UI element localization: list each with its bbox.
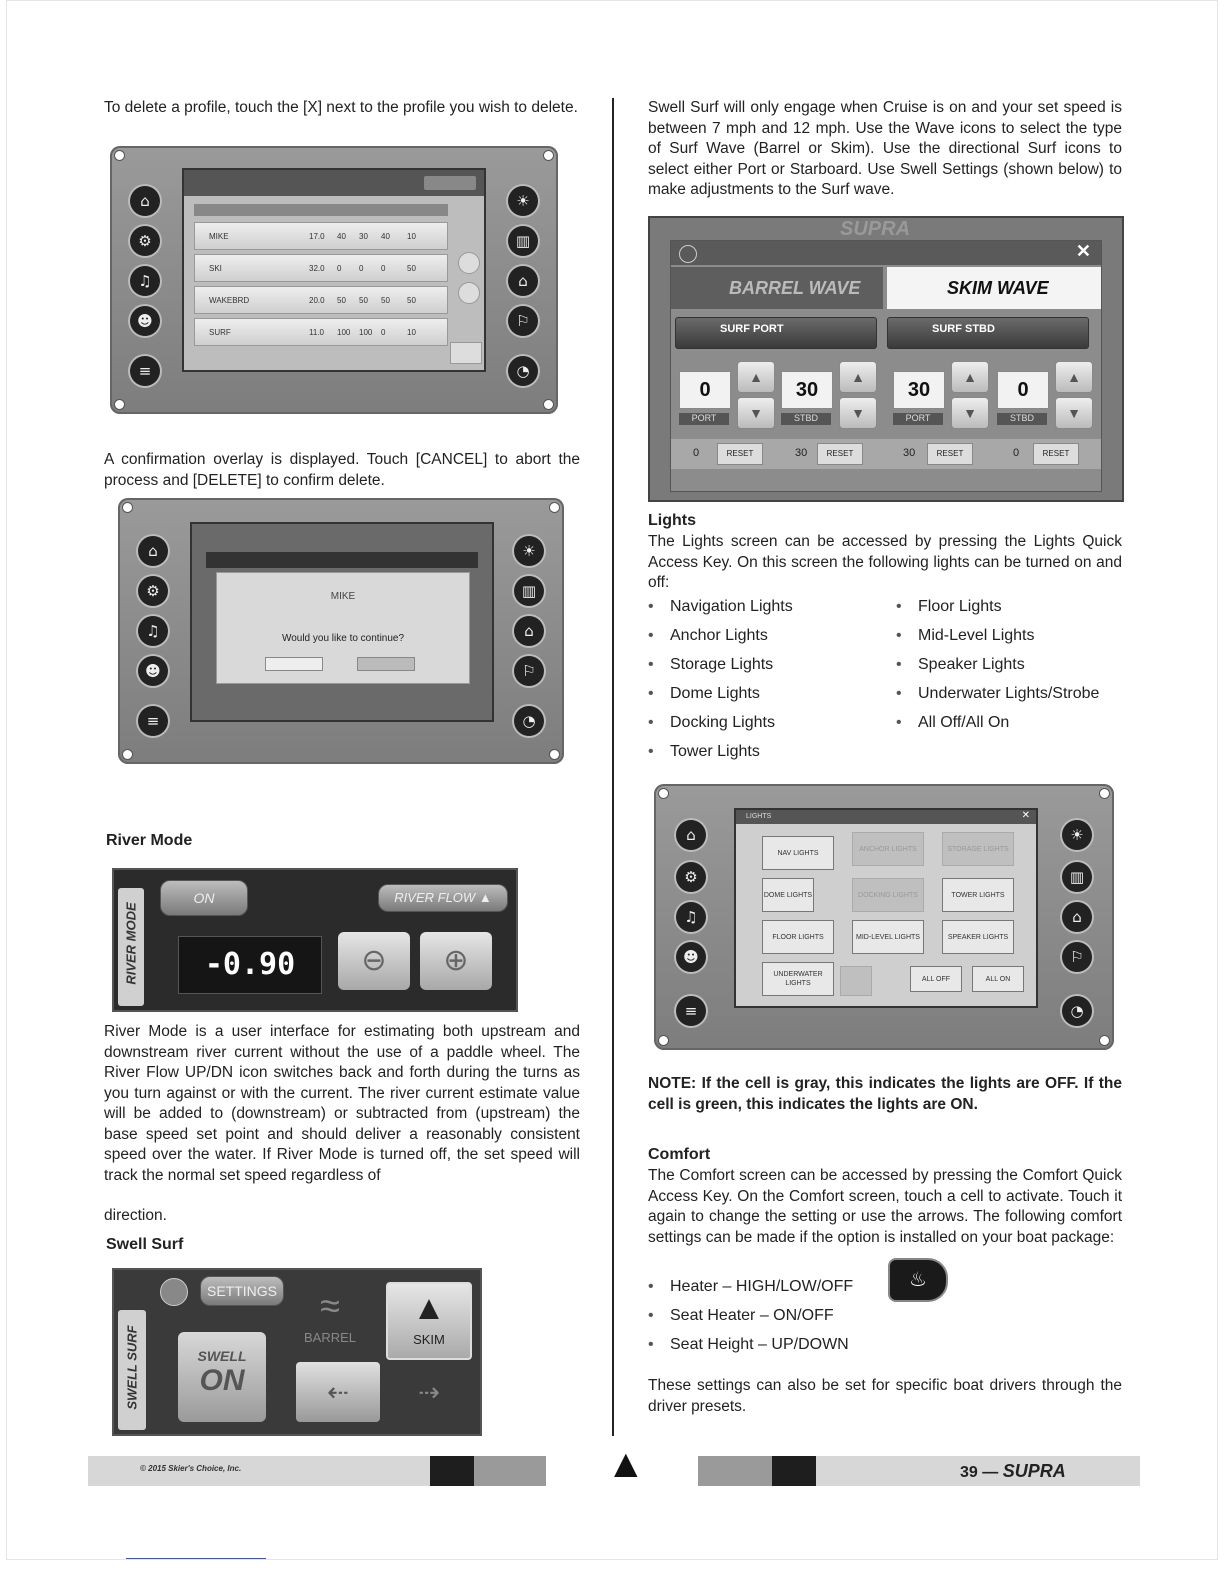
footer-block-dark	[772, 1456, 816, 1486]
profile-name: SKI	[209, 263, 222, 273]
confirm-screen	[190, 522, 494, 722]
screw	[114, 150, 125, 161]
list-item: • Storage Lights	[644, 650, 884, 679]
wave-settings-panel	[648, 216, 1124, 502]
dialog-question: Would you like to continue?	[281, 633, 405, 644]
all-on-button[interactable]: ALL ON	[972, 966, 1024, 992]
profile-value: 100	[337, 327, 351, 337]
reset-row	[671, 439, 1101, 469]
profile-device	[110, 146, 558, 414]
confirm-device	[118, 498, 564, 764]
table-header	[194, 204, 448, 216]
cancel-button[interactable]	[265, 657, 323, 671]
skim-wave-tab[interactable]	[887, 267, 1101, 309]
list-item: • Speaker Lights	[892, 650, 1132, 679]
lights-list-left	[644, 592, 884, 766]
port-value-1: 0	[679, 371, 731, 409]
dialog-profile-name: MIKE	[330, 591, 356, 602]
down-arrow-icon[interactable]: ▼	[737, 397, 775, 429]
profile-speed: 11.0	[309, 327, 324, 337]
down-arrow-icon[interactable]: ▼	[839, 397, 877, 429]
footer-brand: SUPRA	[1002, 1461, 1066, 1481]
up-arrow-icon[interactable]: ▲	[737, 361, 775, 393]
confirm-paragraph: A confirmation overlay is displayed. Touch [CANCEL] to abort the process and [DELETE] to confirm delete.	[104, 451, 580, 489]
list-item: • All Off/All On	[892, 708, 1132, 737]
surf-stbd-header[interactable]	[887, 317, 1089, 349]
screw	[114, 399, 125, 410]
comfort-end-paragraph: These settings can also be set for specific boat drivers through the driver presets.	[648, 1377, 1122, 1415]
footer-block-gray	[698, 1456, 772, 1486]
surf-stbd-label: SURF STBD	[932, 323, 995, 335]
barrel-wave-tab[interactable]	[671, 267, 883, 309]
surf-port-header[interactable]	[675, 317, 877, 349]
reset-value: 30	[903, 447, 916, 459]
close-icon[interactable]: ✕	[1075, 241, 1091, 261]
river-value: -0.90	[178, 936, 322, 994]
list-item: • Anchor Lights	[644, 621, 884, 650]
home-icon[interactable]: ⌂	[676, 820, 706, 850]
up-arrow-icon[interactable]: ▲	[839, 361, 877, 393]
footer-block-dark	[430, 1456, 474, 1486]
lights-screen-title: LIGHTS	[746, 813, 772, 820]
profile-value: 50	[381, 295, 390, 305]
close-icon[interactable]: ✕	[1021, 810, 1030, 821]
river-on-button[interactable]	[160, 880, 248, 916]
delete-paragraph: To delete a profile, touch the [X] next to the profile you wish to delete.	[104, 99, 578, 116]
profile-value: 0	[359, 263, 364, 273]
profile-value: 0	[337, 263, 342, 273]
screw	[549, 749, 560, 760]
profile-speed: 20.0	[309, 295, 325, 305]
light-icon[interactable]: ☀	[1062, 820, 1092, 850]
river-flow-button[interactable]: RIVER FLOW ▲	[378, 884, 508, 912]
surf-stbd-button[interactable]: ⇢	[418, 1377, 440, 1407]
table-row[interactable]	[194, 286, 448, 314]
down-arrow-icon[interactable]: ▼	[951, 397, 989, 429]
underwater-lights-cell[interactable]: UNDERWATER LIGHTS	[762, 962, 834, 996]
lights-note: NOTE: If the cell is gray, this indicates the lights are OFF. If the cell is green, this indicates the lights are ON.	[648, 1075, 1122, 1113]
screw	[658, 1035, 669, 1046]
reset-button[interactable]: RESET	[1033, 443, 1079, 465]
list-item: • Seat Heater – ON/OFF	[644, 1301, 884, 1330]
driver-icon[interactable]: ☻	[138, 656, 168, 686]
swell-widget	[112, 1268, 482, 1436]
port-tag-1: PORT	[679, 413, 729, 425]
edit-icon[interactable]	[458, 252, 480, 274]
down-arrow-icon[interactable]: ▼	[1055, 397, 1093, 429]
reset-value: 0	[1013, 447, 1020, 459]
profile-speed: 32.0	[309, 263, 325, 273]
supra-logo-icon: ▲	[606, 1442, 646, 1486]
music-icon[interactable]: ♫	[130, 266, 160, 296]
reset-button[interactable]: RESET	[817, 443, 863, 465]
river-heading: River Mode	[106, 832, 193, 849]
river-side-label: RIVER MODE	[123, 902, 139, 985]
stbd-value-1: 30	[781, 371, 833, 409]
screw	[549, 502, 560, 513]
skim-wave-label: SKIM WAVE	[947, 278, 1049, 298]
stbd-tag-2: STBD	[997, 413, 1047, 425]
steering-icon[interactable]: ⚙	[130, 226, 160, 256]
screw	[1099, 788, 1110, 799]
lights-list-right	[892, 592, 1132, 737]
ballast-icon[interactable]: ▥	[508, 226, 538, 256]
stbd-value-2: 0	[997, 371, 1049, 409]
floor-lights-cell[interactable]: FLOOR LIGHTS	[762, 920, 834, 954]
settings-icon[interactable]: ⚐	[508, 306, 538, 336]
barrel-wave-icon: ≈	[320, 1285, 340, 1326]
list-item: • Floor Lights	[892, 592, 1132, 621]
lights-screen-header	[736, 810, 1036, 824]
list-item: • Mid-Level Lights	[892, 621, 1132, 650]
river-on-label: ON	[193, 890, 215, 906]
swell-side-tab	[118, 1310, 146, 1430]
surf-port-label: SURF PORT	[720, 323, 784, 335]
page-number: 39	[960, 1464, 978, 1481]
stbd-tag-1: STBD	[781, 413, 831, 425]
lights-paragraph: The Lights screen can be accessed by pressing the Lights Quick Access Key. On this screen the following lights can be turned on and off:	[648, 533, 1122, 591]
screw	[658, 788, 669, 799]
info-icon[interactable]	[679, 245, 697, 263]
light-icon[interactable]: ☀	[508, 186, 538, 216]
nav-lights-cell[interactable]: NAV LIGHTS	[762, 836, 834, 870]
ballast-icon[interactable]: ▥	[514, 576, 544, 606]
profile-value: 50	[337, 295, 346, 305]
profile-value: 40	[337, 231, 346, 241]
comfort-list	[644, 1272, 884, 1359]
swell-label: SWELL	[197, 1348, 247, 1364]
profile-value: 0	[381, 263, 386, 273]
port-value-2: 30	[893, 371, 945, 409]
river-paragraph-end: direction.	[104, 1207, 167, 1224]
profile-table	[194, 222, 448, 350]
table-row[interactable]	[194, 318, 448, 346]
list-item: • Docking Lights	[644, 708, 884, 737]
music-icon[interactable]: ♫	[676, 902, 706, 932]
lights-device	[654, 784, 1114, 1050]
storage-lights-cell[interactable]: STORAGE LIGHTS	[942, 832, 1014, 866]
profile-value: 50	[407, 263, 416, 273]
list-item: • Tower Lights	[644, 737, 884, 766]
lights-heading: Lights	[648, 512, 696, 529]
dome-lights-cell[interactable]: DOME LIGHTS	[762, 878, 814, 912]
screw	[1099, 1035, 1110, 1046]
plus-button[interactable]: ⊕	[420, 932, 492, 990]
delete-icon[interactable]	[458, 282, 480, 304]
screw	[122, 502, 133, 513]
profile-value: 50	[407, 295, 416, 305]
barrel-label: BARREL	[303, 1330, 357, 1345]
swell-on-button[interactable]	[178, 1332, 266, 1422]
minus-button[interactable]: ⊖	[338, 932, 410, 990]
profile-speed: 17.0	[309, 231, 325, 241]
comfort-icon[interactable]: ⌂	[1062, 902, 1092, 932]
surf-port-button[interactable]: ⇠	[296, 1362, 380, 1422]
menu-icon[interactable]: ≡	[130, 356, 160, 386]
profile-value: 10	[407, 231, 416, 241]
gauge-icon[interactable]: ◔	[514, 706, 544, 736]
wave-dialog-header	[671, 241, 1101, 265]
screw	[543, 399, 554, 410]
swell-side-label: SWELL SURF	[124, 1325, 140, 1410]
profile-value: 50	[359, 295, 368, 305]
profile-value: 30	[359, 231, 368, 241]
river-side-tab	[118, 888, 144, 1006]
comfort-icon[interactable]: ⌂	[508, 266, 538, 296]
up-arrow-icon[interactable]: ▲	[951, 361, 989, 393]
anchor-lights-cell[interactable]: ANCHOR LIGHTS	[852, 832, 924, 866]
gauge-icon[interactable]: ◔	[1062, 996, 1092, 1026]
table-row[interactable]	[194, 222, 448, 250]
list-item: • Dome Lights	[644, 679, 884, 708]
profile-value: 0	[381, 327, 386, 337]
driver-icon[interactable]: ☻	[676, 942, 706, 972]
copyright: © 2015 Skier's Choice, Inc.	[140, 1464, 242, 1473]
light-icon[interactable]: ☀	[514, 536, 544, 566]
settings-icon[interactable]: ⚐	[1062, 942, 1092, 972]
list-item: • Heater – HIGH/LOW/OFF	[644, 1272, 884, 1301]
music-icon[interactable]: ♫	[138, 616, 168, 646]
swell-settings-button[interactable]	[200, 1276, 284, 1306]
river-widget	[112, 868, 518, 1012]
driver-icon[interactable]: ☻	[130, 306, 160, 336]
delete-button[interactable]	[357, 657, 415, 671]
up-arrow-icon[interactable]: ▲	[1055, 361, 1093, 393]
footer-block-gray	[474, 1456, 546, 1486]
gauge-icon[interactable]: ◔	[508, 356, 538, 386]
table-row[interactable]	[194, 254, 448, 282]
profile-name: SURF	[209, 327, 231, 337]
list-item: • Seat Height – UP/DOWN	[644, 1330, 884, 1359]
footer-bar: © 2015 Skier's Choice, Inc. ▲ 39 — SUPRA	[88, 1456, 1140, 1486]
settings-icon[interactable]: ⚐	[514, 656, 544, 686]
docking-lights-cell[interactable]: DOCKING LIGHTS	[852, 878, 924, 912]
steering-icon[interactable]: ⚙	[676, 862, 706, 892]
screw	[122, 749, 133, 760]
screw	[543, 150, 554, 161]
profile-value: 40	[381, 231, 390, 241]
profile-value: 10	[407, 327, 416, 337]
profile-name: MIKE	[209, 231, 229, 241]
ballast-icon[interactable]: ▥	[1062, 862, 1092, 892]
swell-settings-label: SETTINGS	[206, 1283, 277, 1299]
reset-value: 0	[693, 447, 700, 459]
skim-button[interactable]	[386, 1282, 472, 1360]
reset-value: 30	[795, 447, 808, 459]
port-tag-2: PORT	[893, 413, 943, 425]
info-icon[interactable]	[160, 1278, 188, 1306]
swell-on-label: ON	[199, 1364, 245, 1397]
column-divider	[612, 98, 614, 1436]
river-paragraph: River Mode is a user interface for estimating both upstream and downstream river current without the use of a paddle wheel. The River Flow UP/DN icon switches back and forth during the turns as you turn against or with the current. The river current estimate value will be added to (downstream) or subtracted from (upstream) the base speed set point and should deliver a reasonably consistent speed over the water. If River Mode is turned off, the set speed will track the normal set speed regardless of	[104, 1023, 580, 1184]
comfort-paragraph: The Comfort screen can be accessed by pressing the Comfort Quick Access Key. On the Comfort screen, touch a cell to activate. Touch it again to change the setting or use the arrows. The following comfort settings can be made if the option is installed on your boat package:	[648, 1167, 1122, 1246]
speaker-lights-cell[interactable]: SPEAKER LIGHTS	[942, 920, 1014, 954]
profile-screen	[182, 168, 486, 372]
home-icon[interactable]: ⌂	[130, 186, 160, 216]
river-flow-label: RIVER FLOW	[394, 890, 476, 905]
comfort-heading: Comfort	[648, 1146, 711, 1163]
menu-icon[interactable]: ≡	[138, 706, 168, 736]
swell-heading: Swell Surf	[106, 1236, 184, 1253]
back-button[interactable]	[450, 342, 482, 364]
steering-icon[interactable]: ⚙	[138, 576, 168, 606]
overlay-header	[206, 552, 478, 568]
profile-name: WAKEBRD	[209, 295, 250, 305]
profile-value: 100	[359, 327, 373, 337]
tower-lights-cell[interactable]: TOWER LIGHTS	[942, 878, 1014, 912]
list-item: • Underwater Lights/Strobe	[892, 679, 1132, 708]
home-icon[interactable]: ⌂	[138, 536, 168, 566]
comfort-seat-icon: ♨	[888, 1258, 948, 1302]
mid-level-lights-cell[interactable]: MID-LEVEL LIGHTS	[852, 920, 924, 954]
barrel-button[interactable]	[290, 1282, 370, 1352]
strobe-icon[interactable]	[840, 966, 872, 996]
reset-button[interactable]: RESET	[927, 443, 973, 465]
comfort-icon[interactable]: ⌂	[514, 616, 544, 646]
menu-icon[interactable]: ≡	[676, 996, 706, 1026]
lights-screen	[734, 808, 1038, 1008]
footnote-rule	[126, 1558, 266, 1559]
skim-label: SKIM	[413, 1332, 445, 1347]
header-button[interactable]	[424, 176, 476, 190]
all-off-button[interactable]: ALL OFF	[910, 966, 962, 992]
skim-wave-icon: ▲	[412, 1289, 446, 1327]
reset-button[interactable]: RESET	[717, 443, 763, 465]
barrel-wave-label: BARREL WAVE	[729, 278, 861, 298]
confirm-dialog	[216, 572, 470, 684]
supra-watermark: SUPRA	[840, 218, 911, 240]
wave-dialog	[670, 240, 1102, 492]
list-item: • Navigation Lights	[644, 592, 884, 621]
swell-paragraph: Swell Surf will only engage when Cruise is on and your set speed is between 7 mph and 12 mph. Use the Wave icons to select the type of Surf Wave (Barrel or Skim). Use the directional Surf icons to select either Port or Starboard. Use Swell Settings (shown below) to make adjustments to the Surf wave.	[648, 99, 1122, 198]
